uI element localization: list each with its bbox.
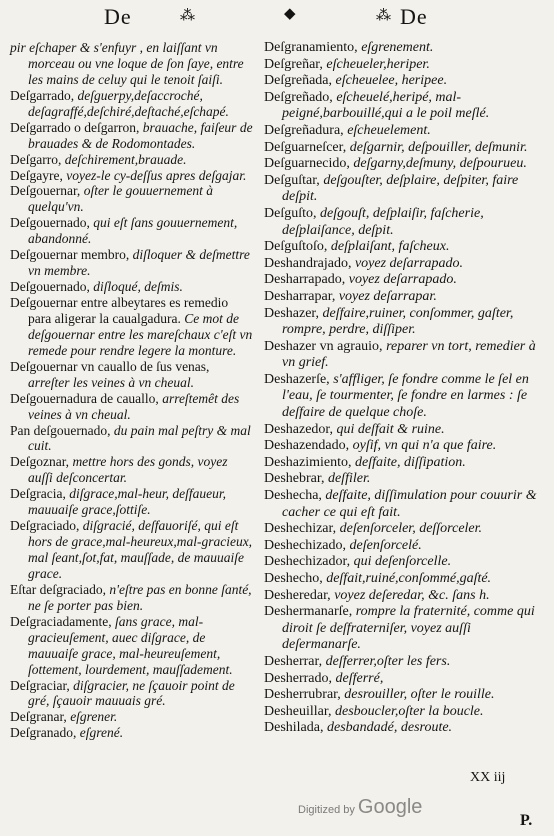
entry-definition: deſplaiſant, faſcheux. [330,239,450,255]
entry-headword: Deſgouernar, [10,183,81,199]
dictionary-entry [10,391,254,423]
entry-definition: s'affliger, ſe fondre comme le ſel en l'eau, ſe tourmenter, ſe fondre en larmes : ſe deſfaire de quelque choſe. [282,371,529,421]
dictionary-entry [264,73,546,90]
dictionary-entry [10,215,254,247]
dictionary-entry [10,454,254,486]
corner-mark: P. [520,812,533,829]
entry-definition: desbandadé, desroute. [326,720,453,736]
digitized-watermark [298,796,422,819]
entry-definition: oyſif, vn qui n'a que faire. [352,438,497,454]
entry-definition: arreſtemêt des veines à vn cheual. [28,390,240,422]
entry-headword: Deſguſtoſo, [264,239,328,255]
dictionary-entry [264,654,546,671]
dictionary-entry [10,678,254,710]
entry-definition: diſloquer & deſmettre vn membre. [28,247,250,279]
entry-headword: Deſguarneſcer, [264,139,347,155]
dictionary-entry [264,438,546,455]
dictionary-entry [10,359,254,391]
entry-headword: Deshazimiento, [264,454,352,470]
dictionary-entry [264,289,546,306]
entry-headword: Deſgoznar, [10,454,70,470]
dictionary-entry [264,422,546,439]
entry-definition: eſcheuelee, heripee. [335,73,448,89]
dictionary-entry [264,554,546,571]
dictionary-entry [10,88,254,120]
dictionary-entry [264,40,546,57]
entry-headword: Deſguſto, [264,205,317,221]
ornament-center: ◆ [284,6,296,22]
dictionary-entry [10,40,254,88]
entry-definition: voyez deſarrapar. [338,288,437,304]
entry-definition: brauache, faiſeur de brauades & de Rodomontades. [28,119,253,151]
entry-headword: Deshechizado, [264,537,347,553]
entry-definition: arreſter les veines à vn cheual. [28,374,194,390]
dictionary-entry [264,455,546,472]
entry-definition: deſguerpy,deſaccroché, deſagraffé,deſchiré,deſtaché,eſchapé. [28,87,229,119]
entry-headword: Deſgarrado o deſgarron, [10,119,140,135]
header-left: De [104,4,132,29]
entry-definition: desboucler,oſter la boucle. [334,703,484,719]
entry-headword: Deshandrajado, [264,255,352,271]
dictionary-entry [10,152,254,168]
entry-headword: Deſgranado, [10,725,77,741]
entry-headword: Desherrar, [264,653,323,669]
entry-definition: pir eſchaper & s'enfuyr , en laiſſant vn morceau ou vne loque de ſon ſaye, entre les mains de celuy qui le tenoit ſaiſi. [10,40,244,87]
dictionary-entry [10,120,254,152]
dictionary-entry [264,604,546,654]
watermark-brand: Google [357,796,423,818]
entry-headword: Deſgarro, [10,151,62,167]
entry-headword: Desheuillar, [264,703,332,719]
dictionary-entry [264,671,546,688]
entry-headword: Deſgouernar vn cauallo de ſus venas, [10,358,210,374]
dictionary-entry [10,247,254,279]
entry-headword: Deshecha, [264,488,322,504]
dictionary-entry [10,183,254,215]
dictionary-entry [264,687,546,704]
entry-headword: Deſgranar, [10,709,67,725]
entry-headword: Eſtar deſgraciado, [10,581,106,597]
dictionary-entry [264,571,546,588]
entry-headword: Deſgreñadura, [264,122,344,138]
entry-definition: oſter le gouuernement à quelqu'vn. [28,183,214,215]
entry-definition: ſans grace, mal-gracieuſement, auec diſgrace, de mauuaiſe grace, mal-heureuſement, ſottement, lourdement, mauſſadement. [28,613,233,677]
entry-definition: deſgarnir, deſpouiller, deſmunir. [349,139,528,155]
dictionary-entry [264,123,546,140]
dictionary-entry [10,423,254,455]
entry-headword: Deſgraciar, [10,677,70,693]
entry-headword: Deſguarnecido, [264,156,350,172]
entry-headword: Deſgouernado, [10,279,90,295]
dictionary-entry [264,372,546,422]
entry-headword: Pan deſgouernado, [10,422,111,438]
entry-definition: n'eſtre pas en bonne ſanté, ne ſe porter pas bien. [28,581,252,613]
dictionary-entry [10,279,254,295]
entry-definition: eſcheuelement. [347,122,431,138]
entry-definition: eſgrené. [79,725,124,741]
entry-definition: deſenſorceler, deſſorceler. [339,521,483,537]
ornament-left: ⁂ [180,8,195,24]
entry-headword: Deshazerſe, [264,371,330,387]
entry-headword: Deſgraciadamente, [10,613,112,629]
entry-headword: Deshazedor, [264,421,334,437]
entry-definition: qui eſt ſans gouuernement, abandonné. [28,215,238,247]
entry-definition: eſgrenement. [361,40,434,55]
entry-definition: deſfaite, diſſipation. [354,454,466,470]
dictionary-entry [264,339,546,372]
dictionary-entry [264,272,546,289]
dictionary-entry [264,156,546,173]
entry-headword: Deſgraciado, [10,518,80,534]
entry-headword: Deſgarrado, [10,87,75,103]
entry-headword: Deshazer vn agrauio, [264,338,383,354]
entry-definition: deſfaire,ruiner, conſommer, gaſter, rompre, perdre, diſſiper. [282,305,514,338]
dictionary-entry [264,239,546,256]
left-column [10,40,254,741]
entry-definition: mettre hors des gonds, voyez auſſi deſconcertar. [28,454,228,486]
dictionary-entry [264,471,546,488]
entry-definition: qui deſenſorcelle. [353,554,452,570]
dictionary-entry [10,295,254,359]
entry-headword: Deshеredar, [264,587,331,603]
entry-definition: diſgracier, ne ſçauoir point de gré, ſçauoir mauuais gré. [28,677,235,709]
entry-headword: Deshebrar, [264,471,325,487]
entry-headword: Desharrapado, [264,272,346,288]
watermark-prefix: Digitized by [298,804,355,816]
entry-definition: rompre la fraternité, comme qui diroit ſe deſfraterniſer, voyez auſſi deſermanarſe. [282,604,535,653]
entry-headword: Deſgracia, [10,486,66,502]
entry-definition: deſfait,ruiné,conſommé,gaſté. [326,571,492,586]
entry-headword: Desheсho, [264,571,323,586]
entry-headword: Deshilada, [264,720,324,736]
dictionary-entry [10,168,254,184]
entry-definition: deſenſorcelé. [349,537,422,553]
entry-definition: deſgouſt, deſplaiſir, faſcherie, deſplaiſance, deſpit. [282,205,484,238]
entry-definition: voyez-le cy-deſſus apres deſgajar. [66,167,247,183]
dictionary-entry [264,173,546,206]
entry-definition: deſgarny,deſmuny, deſpourueu. [353,156,527,172]
entry-headword: Deſgreñar, [264,56,323,72]
entry-headword: Desherrubrar, [264,687,341,703]
entry-headword: Deſguſtar, [264,172,320,188]
dictionary-entry [264,488,546,521]
dictionary-entry [264,256,546,273]
entry-definition: deſfiler. [327,471,371,487]
dictionary-entry [264,306,546,339]
dictionary-entry [264,140,546,157]
entry-definition: diſgrace,mal-heur, deſfaueur, mauuaiſe grace,ſottiſe. [28,486,226,518]
entry-headword: Deshermanarſe, [264,604,353,620]
entry-definition: desrouiller, oſter le rouille. [344,687,495,703]
entry-definition: du pain mal peſtry & mal cuit. [28,422,251,454]
entry-definition: eſcheuelé,heripé, mal-peigné,barbouillé,qui a le poil meſlé. [282,89,490,122]
dictionary-entry [10,486,254,518]
entry-definition: deſferrer,oſter les fers. [325,653,451,669]
entry-definition: Ce mot de deſgouernar entre les mareſchaux c'eſt vn remede pour rendre legere la monture. [28,310,253,358]
entry-definition: voyez deſarrapado. [354,255,464,271]
entry-definition: qui deſfait & ruine. [336,421,445,437]
entry-definition: diſgracié, deſfauoriſé, qui eſt hors de grace,mal-heureux,mal-gracieux, mal ſeant,ſot,fat, mauſſade, de mauuaiſe grace. [28,518,253,581]
entry-definition: eſgrener. [70,709,118,725]
dictionary-entry [264,521,546,538]
dictionary-entry [10,725,254,741]
entry-headword: Deſgouernar membro, [10,247,130,263]
header-right: De [400,4,428,29]
dictionary-entry [10,709,254,725]
entry-headword: Deshazendado, [264,438,350,454]
dictionary-entry [264,588,546,605]
entry-headword: Deſgouernado, [10,215,90,231]
running-header [0,4,554,30]
signature-mark: XX iij [470,770,506,785]
entry-headword: Deshechizador, [264,554,351,570]
dictionary-entry [10,518,254,582]
entry-headword: Deſgouernar entre albeytares es remedio para aligerar la caualgadura. [10,295,229,326]
dictionary-entry [264,704,546,721]
entry-definition: deſferré, [335,670,384,686]
entry-headword: Deſgouernadura de cauallo, [10,390,159,406]
dictionary-entry [264,90,546,123]
entry-headword: Deſgranamiento, [264,40,358,55]
entry-definition: voyez deſarrapado. [348,272,457,288]
ornament-right: ⁂ [376,8,391,24]
dictionary-entry [10,582,254,614]
dictionary-entry [264,206,546,239]
entry-definition: reparer vn tort, remedier à vn grief. [282,338,536,371]
entry-definition: deſgouſter, deſplaire, deſpiter, faire deſpit. [282,172,519,205]
entry-headword: Deshechizar, [264,521,337,537]
entry-headword: Deſgreñado, [264,89,333,105]
entry-headword: Desherrado, [264,670,333,686]
entry-definition: eſcheueler,heriper. [326,56,430,72]
right-column [264,40,546,737]
dictionary-entry [264,57,546,74]
entry-headword: Deſgreñada, [264,73,333,89]
entry-definition: deſchirement,brauade. [64,151,187,167]
dictionary-entry [10,614,254,678]
entry-definition: deſfaite, diſſimulation pour couurir & cacher ce qui eſt fait. [282,488,537,520]
entry-definition: diſloqué, deſmis. [93,279,183,295]
entry-headword: Desharrapar, [264,288,336,304]
entry-headword: Deſgayre, [10,167,63,183]
entry-headword: Deshazer, [264,305,320,321]
dictionary-entry [264,538,546,555]
entry-definition: voyez deſeredar, &c. ſans h. [334,587,490,603]
dictionary-entry [264,720,546,737]
